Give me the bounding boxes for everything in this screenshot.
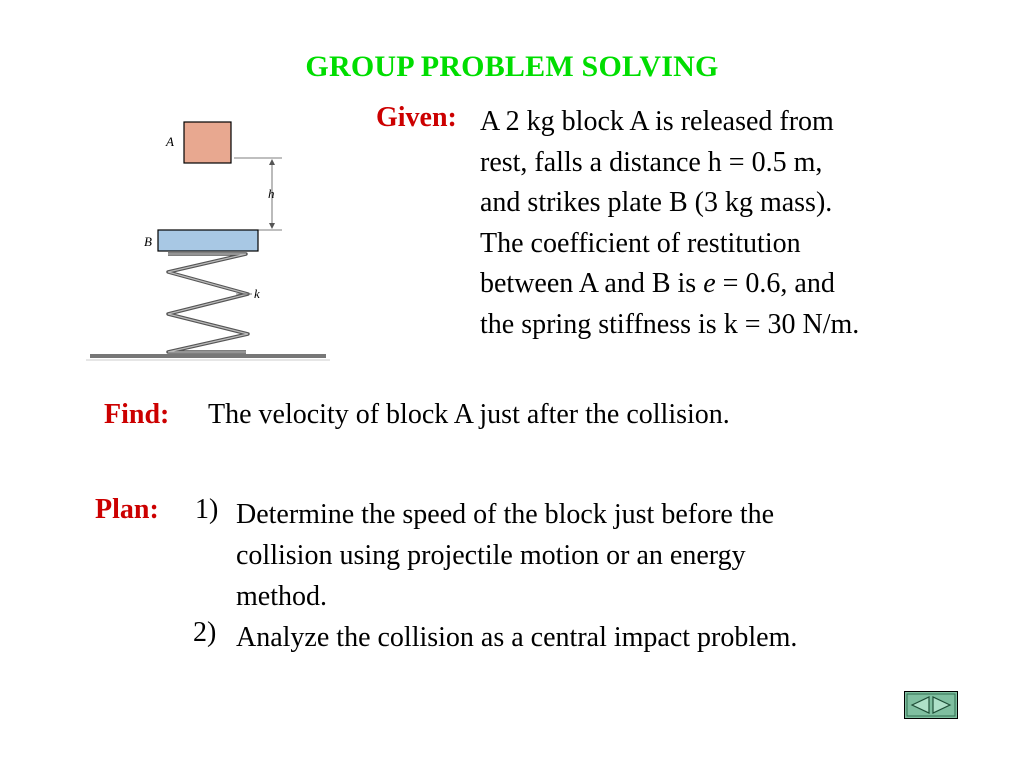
e-symbol: e bbox=[703, 268, 716, 300]
given-line: between A and B is e = 0.6, and bbox=[480, 268, 835, 300]
label-h: h bbox=[268, 186, 275, 201]
given-label: Given: bbox=[376, 102, 457, 133]
plan-label: Plan: bbox=[95, 494, 159, 525]
given-text bbox=[480, 102, 960, 346]
given-line: and strikes plate B (3 kg mass). bbox=[480, 187, 833, 219]
plan-step-text: Determine the speed of the block just before the collision using projectile motion or an energy method. bbox=[236, 499, 775, 612]
plate-b bbox=[158, 230, 258, 251]
slide-navigation bbox=[904, 691, 958, 719]
given-line: The coefficient of restitution bbox=[480, 227, 801, 259]
plan-step-number: 1) bbox=[195, 494, 219, 525]
given-line: A 2 kg block A is released from bbox=[480, 106, 834, 137]
plan-step-number: 2) bbox=[193, 617, 217, 648]
block-a bbox=[184, 122, 231, 163]
prev-arrow-icon[interactable] bbox=[909, 696, 930, 714]
given-line: rest, falls a distance h = 0.5 m, bbox=[480, 146, 823, 178]
label-b: B bbox=[144, 234, 152, 249]
ground-line bbox=[90, 354, 326, 358]
given-line: the spring stiffness is k = 30 N/m. bbox=[480, 308, 860, 340]
label-a: A bbox=[166, 134, 174, 149]
find-text: The velocity of block A just after the collision. bbox=[208, 399, 730, 430]
next-arrow-icon[interactable] bbox=[932, 696, 953, 714]
page-title: GROUP PROBLEM SOLVING bbox=[305, 50, 719, 83]
plan-step-text: Analyze the collision as a central impact problem. bbox=[236, 622, 798, 653]
find-label: Find: bbox=[104, 399, 170, 430]
spring-block-diagram bbox=[86, 108, 331, 373]
prev-next-arrows-icon bbox=[905, 692, 957, 718]
label-k: k bbox=[254, 286, 260, 301]
